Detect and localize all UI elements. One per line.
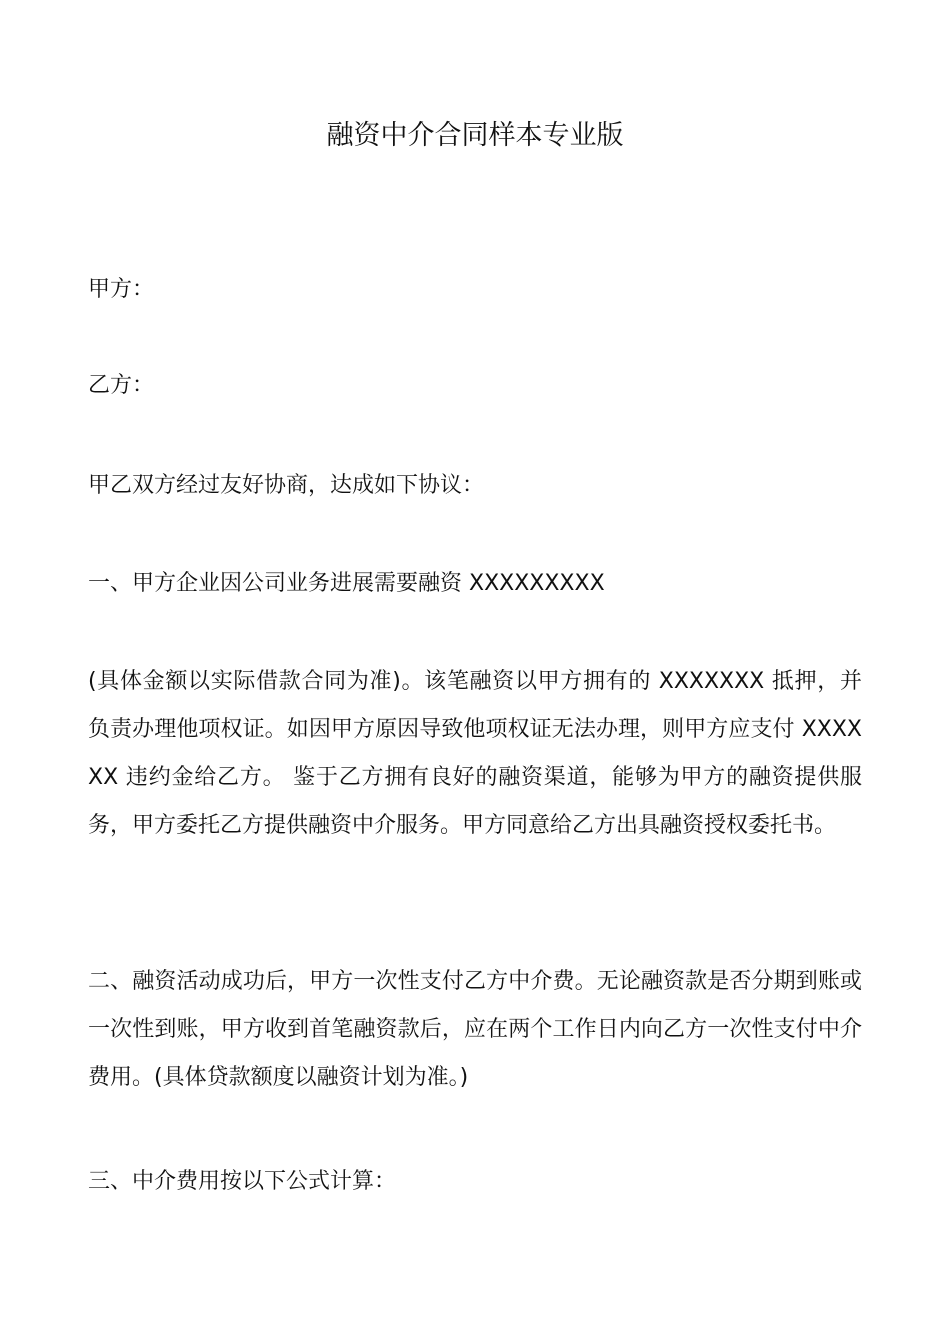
clause-3-paragraph: 三、中介费用按以下公式计算： <box>88 1169 397 1194</box>
clause-1-body: (具体金额以实际借款合同为准)。该笔融资以甲方拥有的 XXXXXXX 抵押，并负责办理他项权证。如因甲方原因导致他项权证无法办理，则甲方应支付 XXXXXX 违约金给乙方。 鉴于乙方拥有良好的融资渠道，能够为甲方的融资提供服务，甲方委托乙方提供融资中介服务。甲方同意给乙方出具融资授权委托书。 <box>88 669 862 838</box>
party-a-label: 甲方： <box>88 277 155 302</box>
clause-2-paragraph: 二、融资活动成功后，甲方一次性支付乙方中介费。无论融资款是否分期到账或一次性到账，甲方收到首笔融资款后，应在两个工作日内向乙方一次性支付中介费用。(具体贷款额度以融资计划为准。) <box>88 969 862 1090</box>
document-title: 融资中介合同样本专业版 <box>326 120 624 151</box>
clause-1-heading: 一、甲方企业因公司业务进展需要融资 XXXXXXXXX <box>88 571 605 596</box>
party-b-label: 乙方： <box>88 373 155 398</box>
intro-paragraph: 甲乙双方经过友好协商，达成如下协议： <box>88 473 485 498</box>
